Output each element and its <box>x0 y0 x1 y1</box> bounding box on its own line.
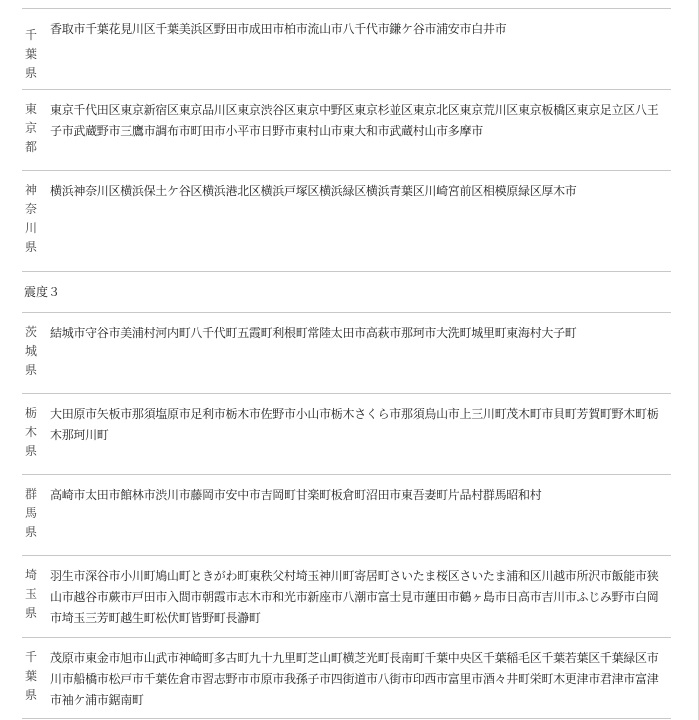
intensity-level-label: 震度３ <box>24 285 61 299</box>
prefecture-row-gunma <box>22 475 671 555</box>
city-list: 茂原市東金市旭市山武市神崎町多古町九十九里町芝山町横芝光町長南町千葉中央区千葉稲毛区千葉若葉区千葉緑区市川市船橋市松戸市千葉佐倉市習志野市市原市我孫子市四街道市八街市印西市富里市酒々井町栄町木更津市君津市富津市袖ケ浦市鋸南町 <box>50 651 659 707</box>
city-list: 高崎市太田市館林市渋川市藤岡市安中市吉岡町甘楽町板倉町沼田市東吾妻町片品村群馬昭和村 <box>50 488 542 502</box>
prefecture-row-chiba-top <box>22 9 671 89</box>
prefecture-name: 茨城県 <box>24 325 37 377</box>
prefecture-row-tochigi <box>22 394 671 474</box>
prefecture-row-kanagawa <box>22 171 671 271</box>
city-list: 東京千代田区東京新宿区東京品川区東京渋谷区東京中野区東京杉並区東京北区東京荒川区東京板橋区東京足立区八王子市武蔵野市三鷹市調布市町田市小平市日野市東村山市東大和市武蔵村山市多摩市 <box>50 103 659 138</box>
intensity-header-row <box>22 272 671 312</box>
city-list: 香取市千葉花見川区千葉美浜区野田市成田市柏市流山市八千代市鎌ケ谷市浦安市白井市 <box>50 22 507 36</box>
prefecture-name: 栃木県 <box>24 406 37 458</box>
prefecture-name: 神奈川県 <box>24 183 37 254</box>
city-list: 羽生市深谷市小川町鳩山町ときがわ町東秩父村埼玉神川町寄居町さいたま桜区さいたま浦和区川越市所沢市飯能市狭山市越谷市蕨市戸田市入間市朝霞市志木市和光市新座市八潮市富士見市蓮田市鶴ヶ島市日高市吉川市ふじみ野市白岡市埼玉三芳町越生町松伏町皆野町長瀞町 <box>50 569 659 625</box>
prefecture-row-tokyo <box>22 90 671 170</box>
prefecture-row-chiba <box>22 638 671 718</box>
city-list: 結城市守谷市美浦村河内町八千代町五霞町利根町常陸太田市高萩市那珂市大洗町城里町東海村大子町 <box>50 326 577 340</box>
prefecture-name: 千葉県 <box>24 28 37 80</box>
prefecture-name: 東京都 <box>24 102 37 154</box>
city-list: 横浜神奈川区横浜保土ケ谷区横浜港北区横浜戸塚区横浜緑区横浜青葉区川崎宮前区相模原緑区厚木市 <box>50 184 577 198</box>
intensity-list <box>22 0 671 719</box>
divider <box>22 718 671 719</box>
prefecture-name: 埼玉県 <box>24 568 37 620</box>
prefecture-name: 群馬県 <box>24 487 37 539</box>
city-list: 大田原市矢板市那須塩原市足利市栃木市佐野市小山市栃木さくら市那須烏山市上三川町茂木町市貝町芳賀町野木町栃木那珂川町 <box>50 407 659 442</box>
prefecture-row-saitama <box>22 556 671 637</box>
prefecture-name: 千葉県 <box>24 650 37 702</box>
prefecture-row-ibaraki <box>22 313 671 393</box>
